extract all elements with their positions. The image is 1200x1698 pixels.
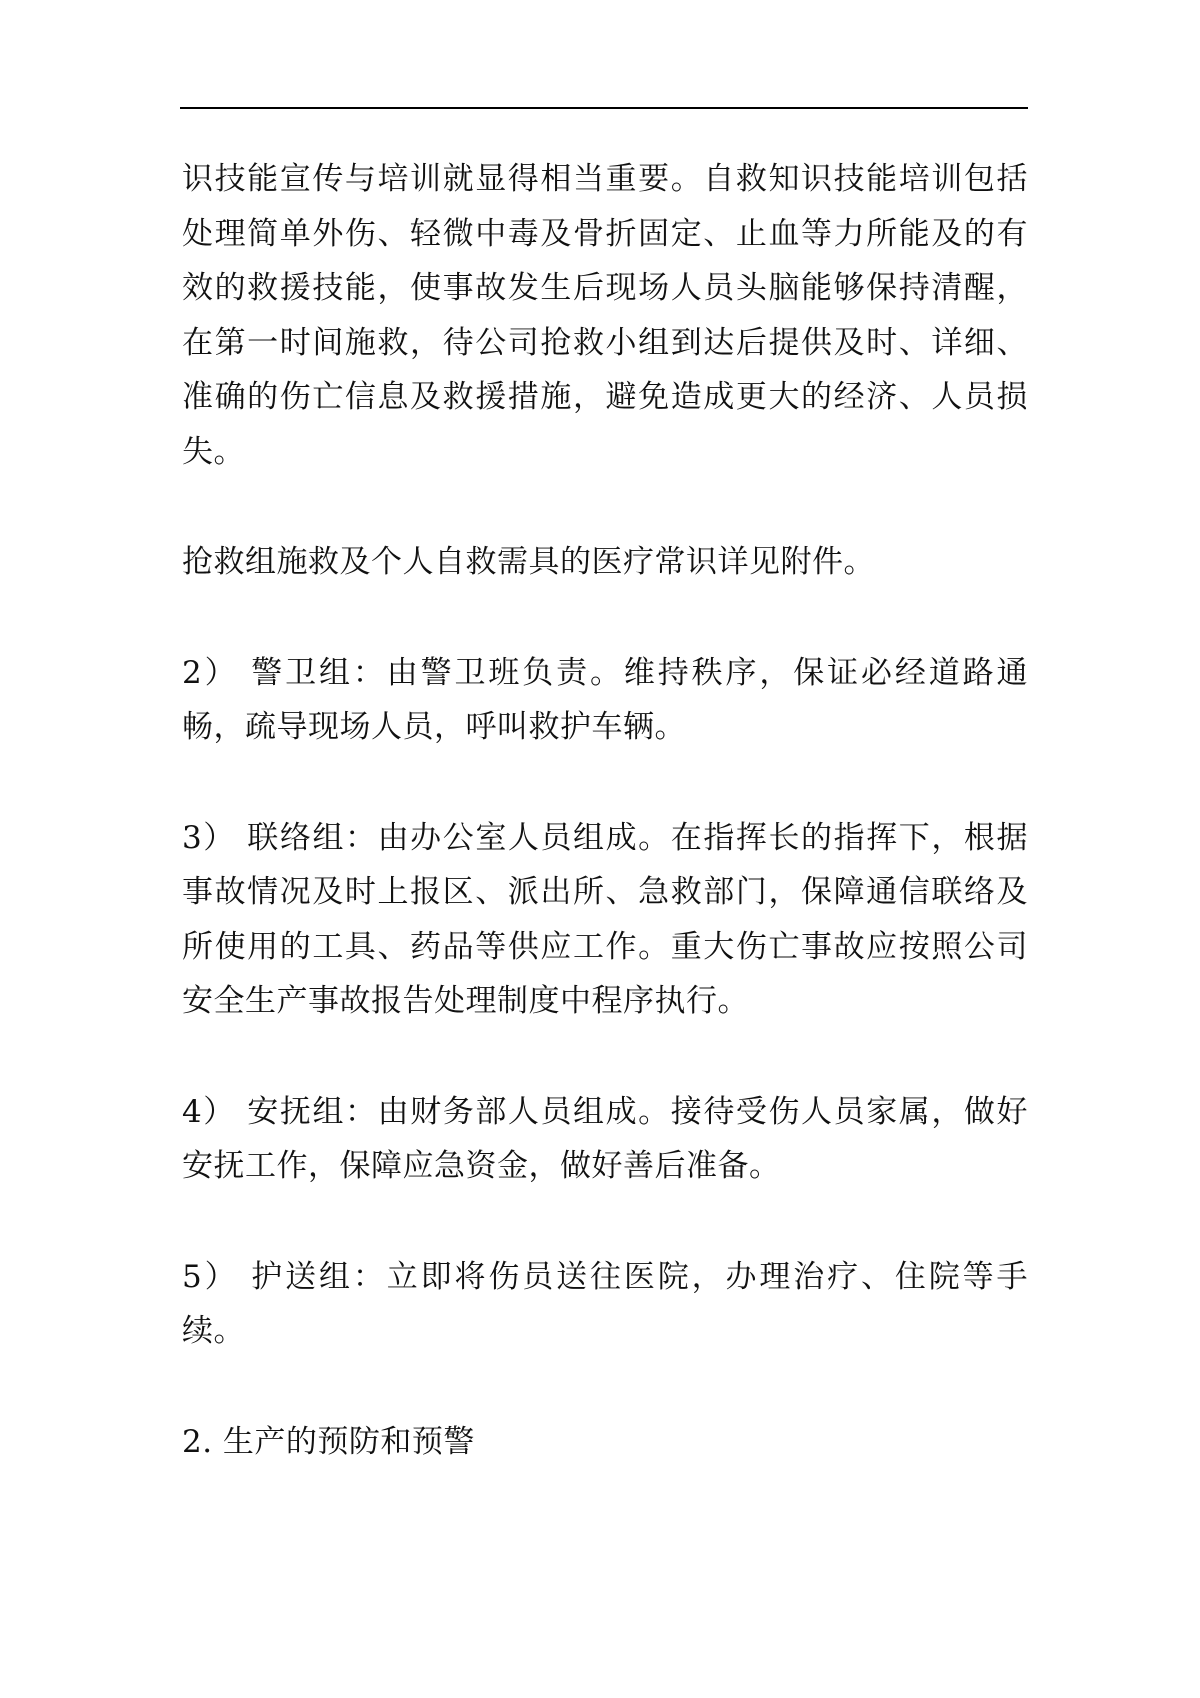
- document-body: [182, 152, 1028, 1469]
- section-heading-prevention: 2. 生产的预防和预警: [182, 1423, 475, 1460]
- header-rule: [180, 107, 1028, 109]
- paragraph-escort-group: 5） 护送组：立即将伤员送往医院，办理治疗、住院等手续。: [182, 1258, 1028, 1349]
- paragraph-comfort-group: 4） 安抚组：由财务部人员组成。接待受伤人员家属，做好安抚工作，保障应急资金，做好善后准备。: [182, 1093, 1028, 1184]
- paragraph-guard-group: 2） 警卫组：由警卫班负责。维持秩序，保证必经道路通畅，疏导现场人员，呼叫救护车辆。: [182, 654, 1028, 745]
- paragraph-liaison-group: 3） 联络组：由办公室人员组成。在指挥长的指挥下，根据事故情况及时上报区、派出所、急救部门，保障通信联络及所使用的工具、药品等供应工作。重大伤亡事故应按照公司安全生产事故报告处理制度中程序执行。: [182, 819, 1028, 1019]
- paragraph-self-rescue-training: 识技能宣传与培训就显得相当重要。自救知识技能培训包括处理简单外伤、轻微中毒及骨折固定、止血等力所能及的有效的救援技能，使事故发生后现场人员头脑能够保持清醒，在第一时间施救，待公司抢救小组到达后提供及时、详细、准确的伤亡信息及救援措施，避免造成更大的经济、人员损失。: [182, 161, 1028, 470]
- paragraph-medical-knowledge: 抢救组施救及个人自救需具的医疗常识详见附件。: [182, 544, 875, 580]
